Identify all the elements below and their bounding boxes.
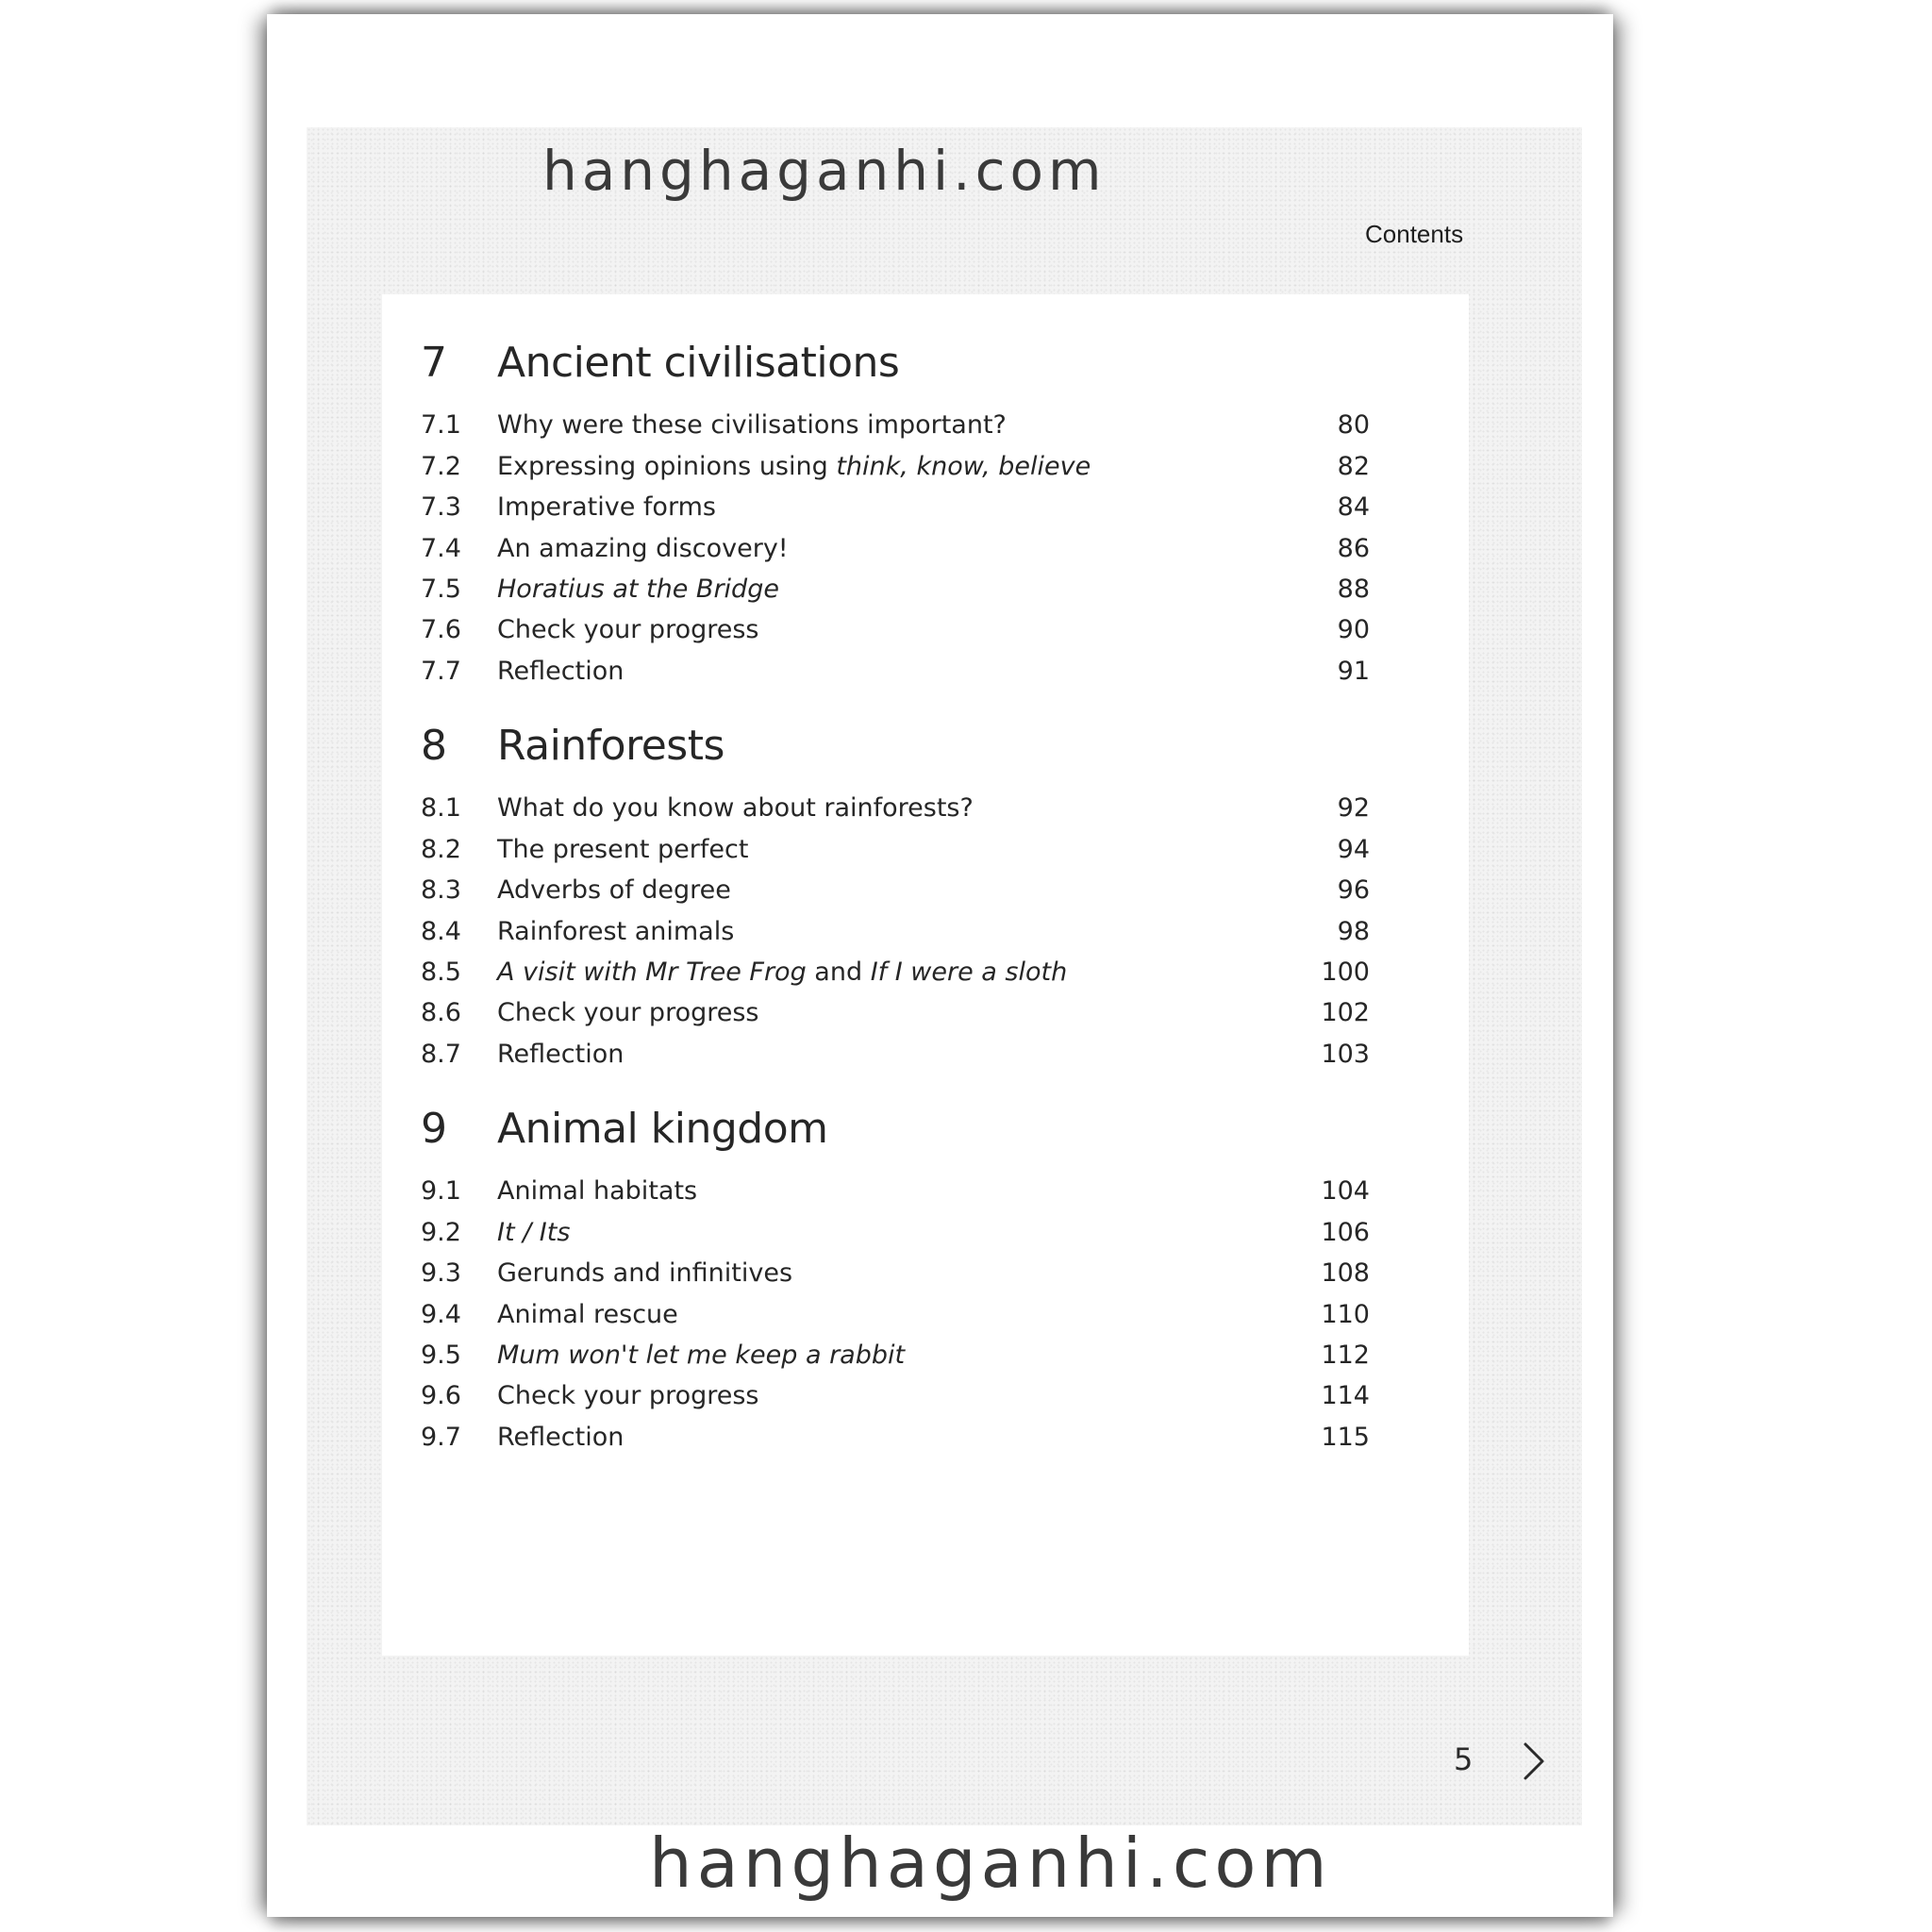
entry-page: 106 [1321, 1218, 1370, 1247]
entry-page: 80 [1337, 410, 1370, 440]
section-title: Rainforests [497, 722, 724, 770]
entry-title: Animal habitats [497, 1176, 698, 1206]
entry-number: 8.3 [421, 875, 461, 905]
toc-entry[interactable] [421, 615, 1370, 649]
entry-title: Rainforest animals [497, 917, 735, 946]
toc-entry[interactable] [421, 835, 1370, 869]
entry-number: 8.6 [421, 998, 461, 1027]
entry-number: 8.7 [421, 1040, 461, 1069]
entry-title: Reflection [497, 1423, 625, 1452]
entry-number: 8.1 [421, 793, 461, 823]
entry-title: The present perfect [497, 835, 749, 864]
entry-number: 7.6 [421, 615, 461, 644]
toc-entry[interactable] [421, 534, 1370, 568]
entry-page: 96 [1337, 875, 1370, 905]
entry-page: 82 [1337, 452, 1370, 481]
entry-page: 114 [1321, 1381, 1370, 1410]
watermark-bottom: hanghaganhi.com [649, 1824, 1332, 1903]
entry-page: 112 [1321, 1341, 1370, 1370]
entry-title: A visit with Mr Tree Frog and If I were a sloth [497, 958, 1068, 987]
entry-title: Check your progress [497, 998, 759, 1027]
toc-entry[interactable] [421, 452, 1370, 486]
toc-entry[interactable] [421, 998, 1370, 1032]
section-heading[interactable] [421, 1105, 1374, 1152]
entry-page: 108 [1321, 1258, 1370, 1288]
entry-number: 8.4 [421, 917, 461, 946]
book-page [267, 14, 1613, 1917]
entry-page: 103 [1321, 1040, 1370, 1069]
entry-page: 90 [1337, 615, 1370, 644]
entry-page: 91 [1337, 657, 1370, 686]
entry-title: An amazing discovery! [497, 534, 789, 563]
entry-title: It / Its [497, 1218, 571, 1247]
toc-entry[interactable] [421, 1381, 1370, 1415]
entry-number: 9.1 [421, 1176, 461, 1206]
toc-entry[interactable] [421, 1258, 1370, 1292]
toc-entry[interactable] [421, 492, 1370, 526]
entry-page: 92 [1337, 793, 1370, 823]
entry-page: 94 [1337, 835, 1370, 864]
entry-number: 7.2 [421, 452, 461, 481]
entry-title: Animal rescue [497, 1300, 678, 1329]
entry-number: 7.4 [421, 534, 461, 563]
chevron-right-icon[interactable] [1522, 1740, 1546, 1782]
entry-title: Reflection [497, 1040, 625, 1069]
entry-title: What do you know about rainforests? [497, 793, 974, 823]
section-number: 9 [421, 1105, 447, 1153]
section-heading[interactable] [421, 339, 1374, 386]
section-number: 8 [421, 722, 447, 770]
page-number: 5 [1454, 1741, 1474, 1777]
toc-entry[interactable] [421, 875, 1370, 909]
toc-entry[interactable] [421, 917, 1370, 951]
entry-number: 7.3 [421, 492, 461, 522]
entry-title: Adverbs of degree [497, 875, 731, 905]
toc-entry[interactable] [421, 958, 1370, 991]
entry-number: 8.5 [421, 958, 461, 987]
toc-entry[interactable] [421, 1040, 1370, 1074]
entry-number: 9.7 [421, 1423, 461, 1452]
entry-page: 86 [1337, 534, 1370, 563]
entry-title: Expressing opinions using think, know, believe [497, 452, 1091, 481]
entry-title: Gerunds and infinitives [497, 1258, 793, 1288]
entry-page: 115 [1321, 1423, 1370, 1452]
toc-entry[interactable] [421, 575, 1370, 608]
toc-entry[interactable] [421, 657, 1370, 691]
entry-number: 7.1 [421, 410, 461, 440]
toc-entry[interactable] [421, 793, 1370, 827]
entry-title: Why were these civilisations important? [497, 410, 1007, 440]
entry-number: 9.2 [421, 1218, 461, 1247]
section-heading[interactable] [421, 722, 1374, 769]
entry-number: 9.3 [421, 1258, 461, 1288]
entry-number: 7.7 [421, 657, 461, 686]
entry-page: 104 [1321, 1176, 1370, 1206]
entry-title: Horatius at the Bridge [497, 575, 779, 604]
entry-number: 9.4 [421, 1300, 461, 1329]
watermark-top: hanghaganhi.com [542, 139, 1107, 203]
toc-entry[interactable] [421, 1218, 1370, 1252]
running-header: Contents [1365, 220, 1464, 248]
entry-title: Check your progress [497, 1381, 759, 1410]
entry-title: Mum won't let me keep a rabbit [497, 1341, 906, 1370]
entry-number: 8.2 [421, 835, 461, 864]
section-title: Ancient civilisations [497, 339, 900, 387]
entry-title: Check your progress [497, 615, 759, 644]
entry-page: 98 [1337, 917, 1370, 946]
section-title: Animal kingdom [497, 1105, 828, 1153]
entry-page: 102 [1321, 998, 1370, 1027]
entry-number: 7.5 [421, 575, 461, 604]
toc-entry[interactable] [421, 410, 1370, 444]
toc-entry[interactable] [421, 1176, 1370, 1210]
entry-page: 110 [1321, 1300, 1370, 1329]
entry-number: 9.6 [421, 1381, 461, 1410]
entry-title: Reflection [497, 657, 625, 686]
entry-page: 88 [1337, 575, 1370, 604]
entry-page: 84 [1337, 492, 1370, 522]
entry-page: 100 [1321, 958, 1370, 987]
toc-entry[interactable] [421, 1341, 1370, 1374]
entry-number: 9.5 [421, 1341, 461, 1370]
toc-entry[interactable] [421, 1300, 1370, 1334]
entry-title: Imperative forms [497, 492, 716, 522]
section-number: 7 [421, 339, 447, 387]
toc-entry[interactable] [421, 1423, 1370, 1457]
